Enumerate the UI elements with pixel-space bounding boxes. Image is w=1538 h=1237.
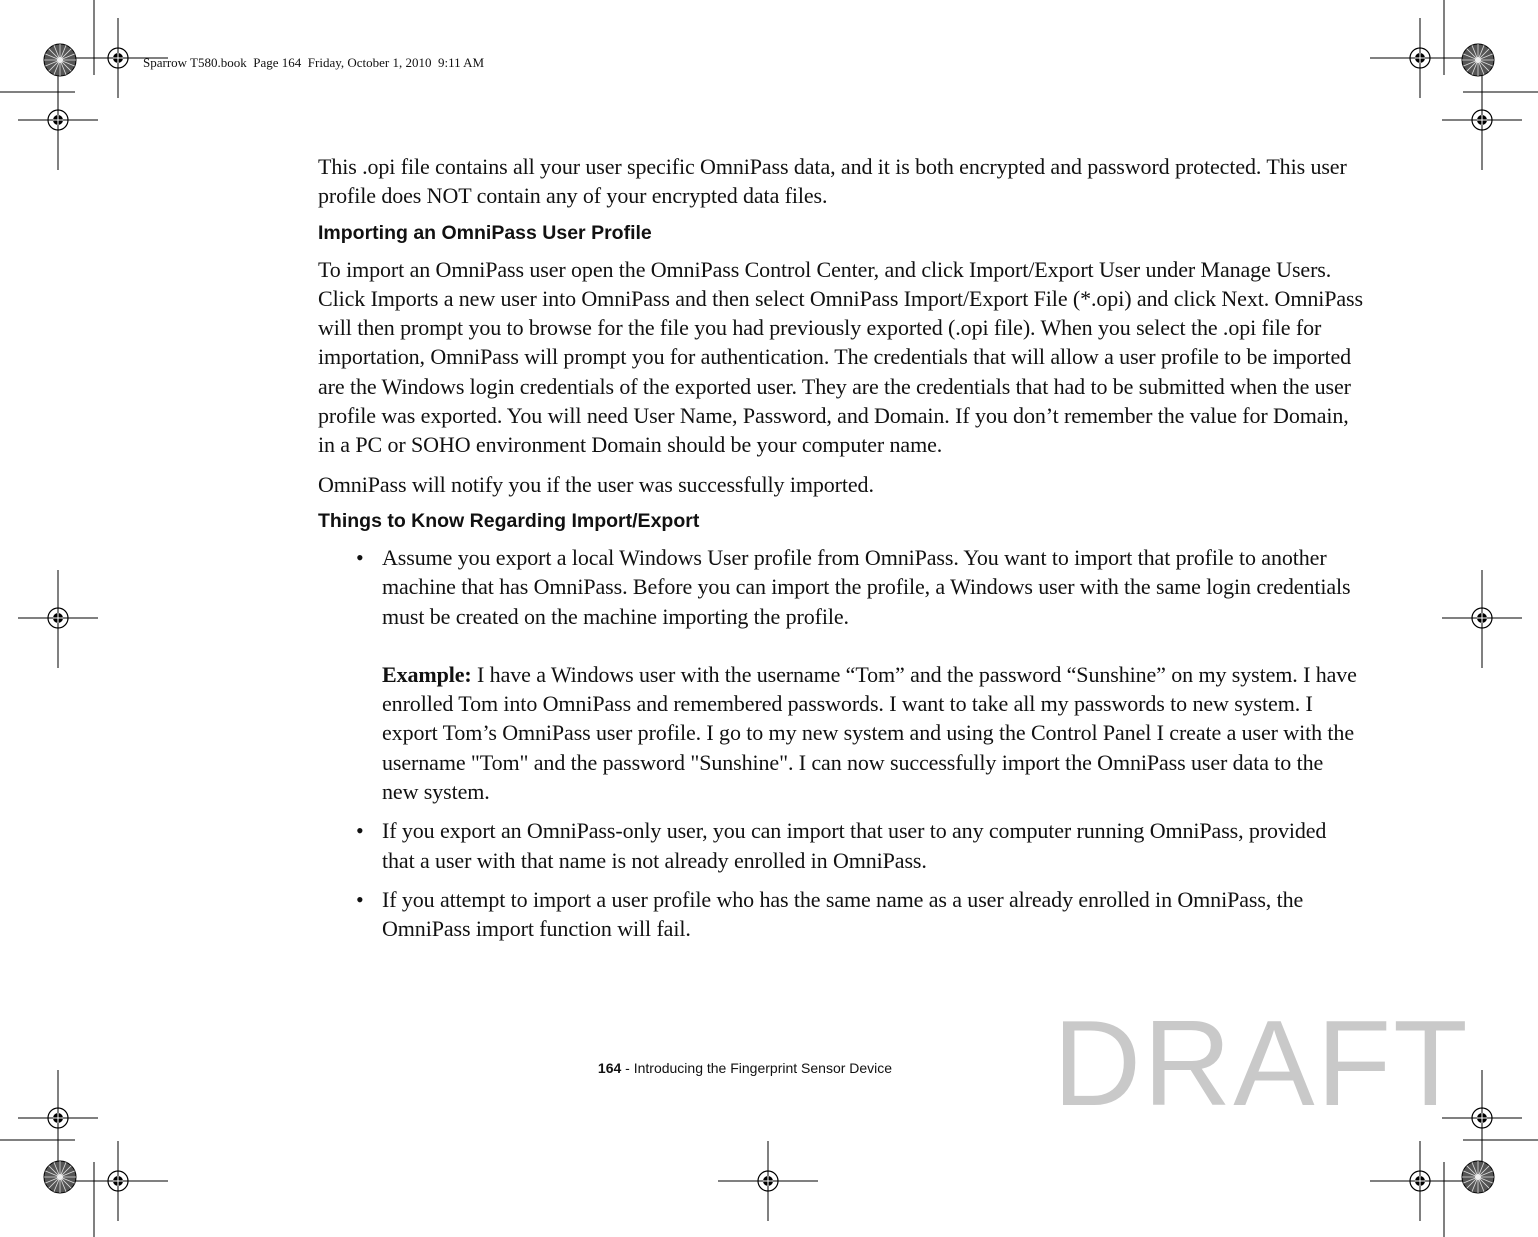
draft-watermark: DRAFT: [1053, 995, 1470, 1131]
notify-paragraph: OmniPass will notify you if the user was successfully imported.: [318, 471, 874, 497]
book-slug-line: Sparrow T580.book Page 164 Friday, October 1, 2010 9:11 AM: [143, 55, 485, 70]
example-text: I have a Windows user with the username “Tom” and the password “Sunshine” on my system. I have enrolled Tom into OmniPass and remembered passwords. I want to take all my passwords to new system. I export Tom’s OmniPass user profile. I go to my new system and using the Control Panel I create a user with the username "Tom" and the password "Sunshine". I can now successfully import the OmniPass user data to the new system.: [382, 661, 1357, 805]
bullet-text: If you attempt to import a user profile who has the same name as a user already enrolled in OmniPass, the OmniPass import function will fail.: [382, 886, 1304, 942]
footer-section-title: Introducing the Fingerprint Sensor Device: [633, 1060, 893, 1076]
list-item: [318, 543, 1363, 806]
bullet-text: Assume you export a local Windows User profile from OmniPass. You want to import that profile to another machine that has OmniPass. Before you can import the profile, a Windows user with the same login credentials must be created on the machine importing the profile.: [382, 544, 1351, 629]
importing-paragraph: To import an OmniPass user open the OmniPass Control Center, and click Import/Export User under Manage Users. Click Imports a new user into OmniPass and then select OmniPass Import/Export File (*.opi) and click Next. OmniPass will then prompt you to browse for the file you had previously exported (.opi file). When you select the .opi file for importation, OmniPass will prompt you for authentication. The credentials that will allow a user profile to be imported are the Windows login credentials of the exported user. They are the credentials that had to be submitted when the user profile was exported. You will need User Name, Password, and Domain. If you don’t remember the value for Domain, in a PC or SOHO environment Domain should be your computer name.: [318, 256, 1363, 458]
bullet-text: If you export an OmniPass-only user, you can import that user to any computer running OmniPass, provided that a user with that name is not already enrolled in OmniPass.: [382, 818, 1327, 873]
list-item: [318, 816, 1363, 875]
bullet-icon: •: [356, 886, 364, 912]
bullet-list: [318, 543, 1363, 944]
example-paragraph: [382, 660, 1363, 806]
list-item: [318, 885, 1363, 944]
page-number: 164: [597, 1060, 622, 1076]
page-content: [318, 152, 1363, 954]
intro-paragraph: This .opi file contains all your user specific OmniPass data, and it is both encrypted and password protected. This user profile does NOT contain any of your encrypted data files.: [318, 154, 1347, 209]
bullet-icon: •: [356, 818, 364, 844]
bullet-icon: •: [356, 544, 364, 570]
importing-heading: Importing an OmniPass User Profile: [318, 221, 652, 244]
footer-separator: -: [621, 1060, 634, 1076]
example-label: Example:: [382, 661, 472, 687]
things-to-know-heading: Things to Know Regarding Import/Export: [318, 509, 700, 532]
